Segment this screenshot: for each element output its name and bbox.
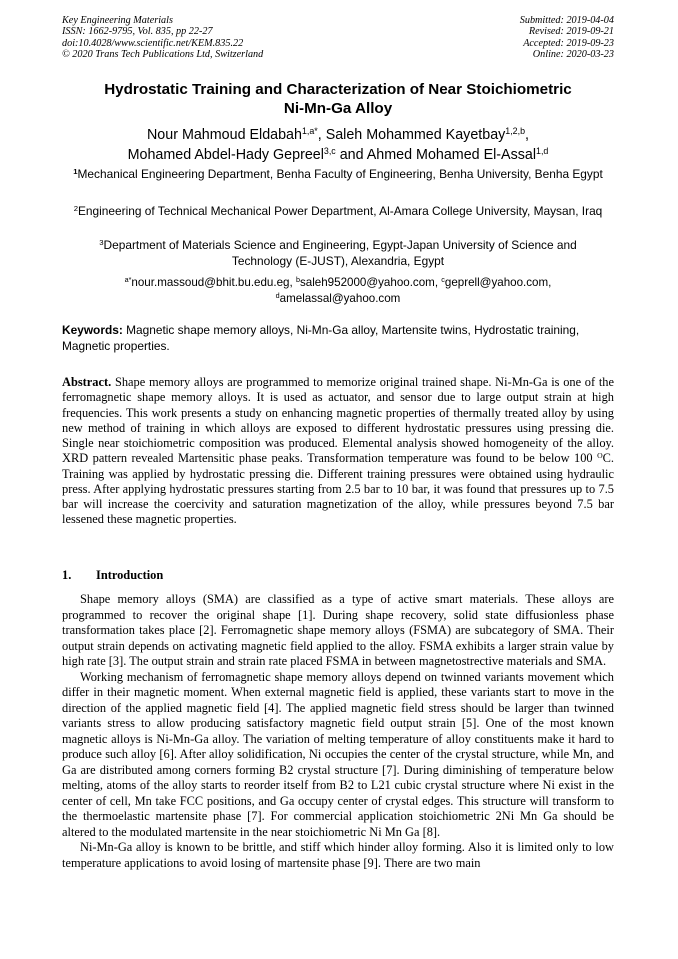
section-number: 1. — [62, 568, 72, 582]
author-superscript: 1,2,b — [505, 126, 526, 137]
email-address: amelassal@yahoo.com — [279, 291, 401, 305]
author-superscript: 1,d — [536, 146, 549, 157]
author-name: Nour Mahmoud Eldabah — [146, 127, 302, 143]
affiliation-2 — [70, 204, 606, 220]
title-line-1: Hydrostatic Training and Characterization of Near Stoichiometric — [104, 81, 572, 98]
email-address: nour.massoud@bhit.bu.edu.eg, — [131, 276, 296, 289]
author-emails — [70, 275, 606, 306]
author-name: Mohamed Abdel-Hady Gepreel — [127, 147, 324, 163]
affiliation-text: Department of Materials Science and Engineering, Egypt-Japan University of Science and Technology (E-JUST), Alexandria, Egypt — [103, 238, 577, 268]
introduction-body — [62, 592, 614, 871]
abstract-text: Shape memory alloys are programmed to memorize original trained shape. Ni-Mn-Ga is one of the ferromagnetic shape memory alloys. It is used as actuator, and sensor due to large output strain at high frequencies. This work presents a study on enhancing magnetic properties of thermally treated alloy by using new method of training in which alloys are exposed to different hydrostatic pressures using pressing die. Single near stoichiometric composition was produced. Elemental analysis showed homogeneity of the alloy. XRD pattern revealed Martensitic phase peaks. Transformation temperature was found to be below 100 — [62, 375, 614, 466]
email-address: geprell@yahoo.com, — [444, 276, 552, 289]
author-separator: and — [335, 147, 367, 163]
affiliation-number: 2 — [73, 203, 78, 213]
keywords-label: Keywords: — [62, 323, 123, 337]
affiliation-text: Engineering of Technical Mechanical Power Department, Al-Amara College University, Maysan, Iraq — [77, 204, 603, 218]
section-heading — [62, 568, 163, 583]
title-line-2: Ni-Mn-Ga Alloy — [283, 100, 393, 117]
journal-name: Key Engineering Materials — [62, 15, 173, 26]
affiliation-3 — [70, 238, 606, 269]
affiliation-text: Mechanical Engineering Department, Benha Faculty of Engineering, Benha University, Benha Egypt — [77, 167, 603, 181]
paper-title — [62, 80, 614, 118]
journal-copyright: © 2020 Trans Tech Publications Ltd, Switzerland — [62, 48, 264, 60]
paragraph: Ni-Mn-Ga alloy is known to be brittle, and stiff which hinder alloy forming. Also it is limited only to low temperature applications to avoid losing of martensite phase [9]. There are two main — [62, 840, 614, 870]
journal-info — [62, 15, 263, 60]
author-list: Nour Mahmoud Eldabah$^{1,a*}$, Saleh Mohammed Kayetbay$^{1,2,b}$, Mohamed Abdel-Hady Gepreel$^{3,c}$ and Ahmed Mohamed El-Assal$^{1,d}$ — [127, 126, 549, 163]
email-superscript: b — [295, 275, 300, 285]
paragraph: Shape memory alloys (SMA) are classified as a type of active smart materials. These alloys are programmed to recover the original shape [1]. During shape recovery, solid state diffusionless phase transformation takes place [2]. Ferromagnetic shape memory alloys (FSMA) are subcategory of SMA. Their output strain depends on activating magnetic field applied to the alloy. FSMA exhibits a larger strain value by high rate [3]. The output strain and strain rate placed FSMA in between magnetostrective materials and SMA. — [62, 592, 614, 668]
email-address: saleh952000@yahoo.com, — [299, 276, 442, 289]
date-submitted: Submitted: 2019-04-04 — [519, 15, 614, 26]
author-name: Saleh Mohammed Kayetbay — [325, 127, 506, 143]
date-accepted: Accepted: 2019-09-23 — [523, 37, 614, 49]
email-superscript: c — [441, 275, 445, 285]
section-title: Introduction — [96, 568, 164, 582]
date-revised: Revised: 2019-09-21 — [528, 26, 614, 38]
journal-doi: doi:10.4028/www.scientific.net/KEM.835.22 — [62, 37, 244, 49]
abstract — [62, 375, 614, 528]
paragraph: Working mechanism of ferromagnetic shape memory alloys depend on twinned variants movement which differ in their magnetic moment. When external magnetic field is applied, these variants start to move in the direction of the applied magnetic field [4]. The applied magnetic field stress should be larger than twinned variants stress to allow producing satisfactory magnetic field output strain [5]. One of the most known magnetic alloys is Ni-Mn-Ga alloy. The variation of melting temperature of alloy constituents make it hard to produce such alloy [6]. After alloy solidification, Ni occupies the center of the crystal structure, while Mn, and Ga are distributed among corners forming B2 crystal structure [7]. During diminishing of temperature below melting, atoms of the alloy starts to reorder itself from B2 to L21 cubic crystal structure where Ni exist in the center of cell, Mn take FCC positions, and Ga occupy center of crystal edges. This structure will transform to the thermoelastic martensite phase [7]. For commercial application stoichiometric 2Ni Mn Ga should be altered to the modulated martensite in the near stoichiometric Ni Mn Ga [8]. — [62, 669, 614, 839]
author-superscript: 3,c — [323, 146, 336, 157]
affiliation-1 — [70, 167, 606, 183]
abstract-label: Abstract. — [62, 375, 112, 389]
submission-dates — [520, 15, 614, 60]
affiliation-number: 3 — [99, 237, 104, 247]
email-superscript: d — [275, 290, 280, 300]
author-superscript: 1,a* — [301, 126, 318, 137]
author-separator: , — [317, 127, 326, 143]
keywords-text: Magnetic shape memory alloys, Ni-Mn-Ga alloy, Martensite twins, Hydrostatic training, Magnetic properties. — [62, 323, 580, 353]
email-superscript: a* — [124, 275, 132, 285]
affiliation-number: 1 — [73, 166, 78, 176]
author-name: Ahmed Mohamed El-Assal — [366, 147, 537, 163]
abstract-text: C. Training was applied by hydrostatic pressing die. Different training pressures were obtained using hydraulic press. After applying hydrostatic pressures starting from 2.5 bar to 10 bar, it was found that pressures up to 7.5 bar will increase the coercivity and saturation magnetization of the alloy, while pressures beyond 7.5 bar lessened these magnetic properties. — [62, 451, 614, 527]
date-online: Online: 2020-03-23 — [532, 48, 614, 60]
degree-superscript: O — [597, 451, 603, 461]
keywords — [62, 323, 614, 354]
journal-issn: ISSN: 1662-9795, Vol. 835, pp 22-27 — [62, 26, 213, 38]
